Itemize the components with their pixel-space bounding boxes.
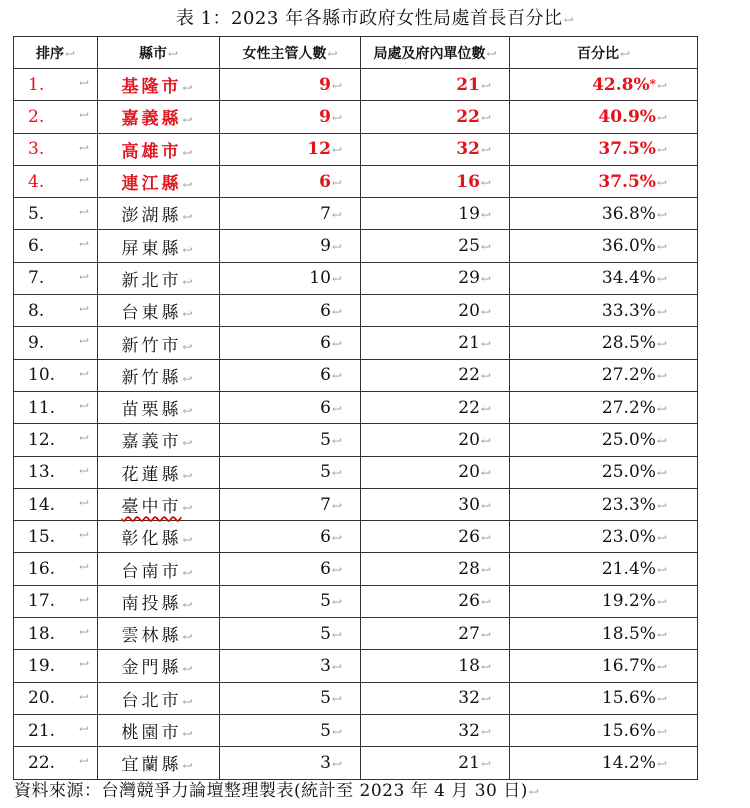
table-row xyxy=(14,165,698,197)
women-count-cell: 6↩ xyxy=(220,295,361,327)
source-note: 資料來源：台灣競爭力論壇整理製表(統計至 2023 年 4 月 30 日)↩ xyxy=(14,781,540,801)
rank-cell: 8. ↩ xyxy=(14,295,98,327)
city-cell: 台北市↩ xyxy=(98,682,220,714)
women-count-cell: 5↩ xyxy=(220,456,361,488)
women-count-cell: 5↩ xyxy=(220,682,361,714)
table-row xyxy=(14,230,698,262)
women-count-cell: 6↩ xyxy=(220,521,361,553)
header-rank: 排序↩ xyxy=(14,37,98,69)
women-count-cell: 6↩ xyxy=(220,165,361,197)
unit-count-cell: 21↩ xyxy=(361,327,510,359)
women-count-cell: 5↩ xyxy=(220,618,361,650)
rank-cell: 15. ↩ xyxy=(14,521,98,553)
unit-count-cell: 20↩ xyxy=(361,424,510,456)
percent-cell: 25.0%↩ xyxy=(510,424,698,456)
women-count-cell: 9↩ xyxy=(220,69,361,101)
city-cell: 嘉義市↩ xyxy=(98,424,220,456)
women-count-cell: 3↩ xyxy=(220,747,361,779)
percent-cell: 37.5%↩ xyxy=(510,165,698,197)
table-row xyxy=(14,133,698,165)
percent-cell: 40.9%↩ xyxy=(510,101,698,133)
note-asterisk: * xyxy=(649,76,656,91)
table-row xyxy=(14,295,698,327)
rank-cell: 21. ↩ xyxy=(14,714,98,746)
women-count-cell: 6↩ xyxy=(220,553,361,585)
unit-count-cell: 22↩ xyxy=(361,391,510,423)
rank-cell: 11. ↩ xyxy=(14,391,98,423)
rank-cell: 4. ↩ xyxy=(14,165,98,197)
rank-cell: 19. ↩ xyxy=(14,650,98,682)
unit-count-cell: 18↩ xyxy=(361,650,510,682)
women-count-cell: 6↩ xyxy=(220,359,361,391)
unit-count-cell: 19↩ xyxy=(361,198,510,230)
unit-count-cell: 22↩ xyxy=(361,101,510,133)
women-count-cell: 9↩ xyxy=(220,101,361,133)
percent-cell: 23.0%↩ xyxy=(510,521,698,553)
percent-cell: 19.2%↩ xyxy=(510,585,698,617)
city-cell: 南投縣↩ xyxy=(98,585,220,617)
unit-count-cell: 30↩ xyxy=(361,488,510,520)
header-percent: 百分比↩ xyxy=(510,37,698,69)
city-cell: 新竹縣↩ xyxy=(98,359,220,391)
city-cell: 連江縣↩ xyxy=(98,165,220,197)
table-row xyxy=(14,456,698,488)
unit-count-cell: 21↩ xyxy=(361,747,510,779)
table-row xyxy=(14,747,698,779)
rank-cell: 18. ↩ xyxy=(14,618,98,650)
rank-cell: 17. ↩ xyxy=(14,585,98,617)
percent-cell: 14.2%↩ xyxy=(510,747,698,779)
percent-cell: 23.3%↩ xyxy=(510,488,698,520)
women-count-cell: 6↩ xyxy=(220,327,361,359)
rank-cell: 5. ↩ xyxy=(14,198,98,230)
city-cell: 金門縣↩ xyxy=(98,650,220,682)
unit-count-cell: 26↩ xyxy=(361,521,510,553)
percent-cell: 27.2%↩ xyxy=(510,391,698,423)
city-cell: 新北市↩ xyxy=(98,262,220,294)
unit-count-cell: 25↩ xyxy=(361,230,510,262)
table-row xyxy=(14,618,698,650)
rank-cell: 10. ↩ xyxy=(14,359,98,391)
table-title: 表 1：2023 年各縣市政府女性局處首長百分比↩ xyxy=(175,8,575,29)
women-count-cell: 12↩ xyxy=(220,133,361,165)
women-count-cell: 5↩ xyxy=(220,714,361,746)
rank-cell: 12. ↩ xyxy=(14,424,98,456)
unit-count-cell: 32↩ xyxy=(361,133,510,165)
rank-cell: 2. ↩ xyxy=(14,101,98,133)
unit-count-cell: 28↩ xyxy=(361,553,510,585)
percent-cell: 25.0%↩ xyxy=(510,456,698,488)
percent-cell: 18.5%↩ xyxy=(510,618,698,650)
women-count-cell: 5↩ xyxy=(220,424,361,456)
rank-cell: 3. ↩ xyxy=(14,133,98,165)
women-count-cell: 7↩ xyxy=(220,488,361,520)
city-cell: 新竹市↩ xyxy=(98,327,220,359)
city-cell: 屏東縣↩ xyxy=(98,230,220,262)
percent-cell: 15.6%↩ xyxy=(510,682,698,714)
unit-count-cell: 32↩ xyxy=(361,682,510,714)
table-row xyxy=(14,198,698,230)
city-cell: 花蓮縣↩ xyxy=(98,456,220,488)
percent-cell: 15.6%↩ xyxy=(510,714,698,746)
unit-count-cell: 29↩ xyxy=(361,262,510,294)
women-count-cell: 6↩ xyxy=(220,391,361,423)
women-count-cell: 10↩ xyxy=(220,262,361,294)
table-row xyxy=(14,553,698,585)
unit-count-cell: 20↩ xyxy=(361,456,510,488)
unit-count-cell: 32↩ xyxy=(361,714,510,746)
percent-cell: 28.5%↩ xyxy=(510,327,698,359)
unit-count-cell: 22↩ xyxy=(361,359,510,391)
percent-cell: 27.2%↩ xyxy=(510,359,698,391)
table-row xyxy=(14,488,698,520)
city-cell: 嘉義縣↩ xyxy=(98,101,220,133)
city-cell: 彰化縣↩ xyxy=(98,521,220,553)
percent-cell: 37.5%↩ xyxy=(510,133,698,165)
table-row xyxy=(14,650,698,682)
percent-cell: 16.7%↩ xyxy=(510,650,698,682)
header-women: 女性主管人數↩ xyxy=(220,37,361,69)
table-row xyxy=(14,424,698,456)
city-cell: 澎湖縣↩ xyxy=(98,198,220,230)
unit-count-cell: 16↩ xyxy=(361,165,510,197)
city-cell: 苗栗縣↩ xyxy=(98,391,220,423)
unit-count-cell: 26↩ xyxy=(361,585,510,617)
percent-cell: 42.8%*↩ xyxy=(510,69,698,101)
rank-cell: 6. ↩ xyxy=(14,230,98,262)
header-city: 縣市↩ xyxy=(98,37,220,69)
women-count-cell: 9↩ xyxy=(220,230,361,262)
women-count-cell: 3↩ xyxy=(220,650,361,682)
unit-count-cell: 20↩ xyxy=(361,295,510,327)
city-cell: 桃園市↩ xyxy=(98,714,220,746)
table-row xyxy=(14,521,698,553)
table-row xyxy=(14,262,698,294)
table-row xyxy=(14,714,698,746)
city-cell: 雲林縣↩ xyxy=(98,618,220,650)
unit-count-cell: 27↩ xyxy=(361,618,510,650)
rank-cell: 1. ↩ xyxy=(14,69,98,101)
rank-cell: 22. ↩ xyxy=(14,747,98,779)
rank-cell: 20. ↩ xyxy=(14,682,98,714)
city-cell: 台南市↩ xyxy=(98,553,220,585)
city-cell: 台東縣↩ xyxy=(98,295,220,327)
table-row xyxy=(14,69,698,101)
city-cell: 基隆市↩ xyxy=(98,69,220,101)
city-cell: 臺中市↩ xyxy=(98,488,220,520)
table-row xyxy=(14,101,698,133)
city-cell: 高雄市↩ xyxy=(98,133,220,165)
percent-cell: 36.0%↩ xyxy=(510,230,698,262)
rank-cell: 13. ↩ xyxy=(14,456,98,488)
percent-cell: 36.8%↩ xyxy=(510,198,698,230)
rank-cell: 9. ↩ xyxy=(14,327,98,359)
table-row xyxy=(14,391,698,423)
percent-cell: 21.4%↩ xyxy=(510,553,698,585)
header-units: 局處及府內單位數↩ xyxy=(361,37,510,69)
women-count-cell: 7↩ xyxy=(220,198,361,230)
rank-cell: 7. ↩ xyxy=(14,262,98,294)
rank-cell: 16. ↩ xyxy=(14,553,98,585)
header-row xyxy=(14,37,698,69)
table-row xyxy=(14,359,698,391)
table-row xyxy=(14,682,698,714)
percent-cell: 33.3%↩ xyxy=(510,295,698,327)
unit-count-cell: 21↩ xyxy=(361,69,510,101)
table-row xyxy=(14,585,698,617)
table-row xyxy=(14,327,698,359)
city-cell: 宜蘭縣↩ xyxy=(98,747,220,779)
rank-cell: 14. ↩ xyxy=(14,488,98,520)
women-count-cell: 5↩ xyxy=(220,585,361,617)
data-table xyxy=(13,36,698,780)
percent-cell: 34.4%↩ xyxy=(510,262,698,294)
